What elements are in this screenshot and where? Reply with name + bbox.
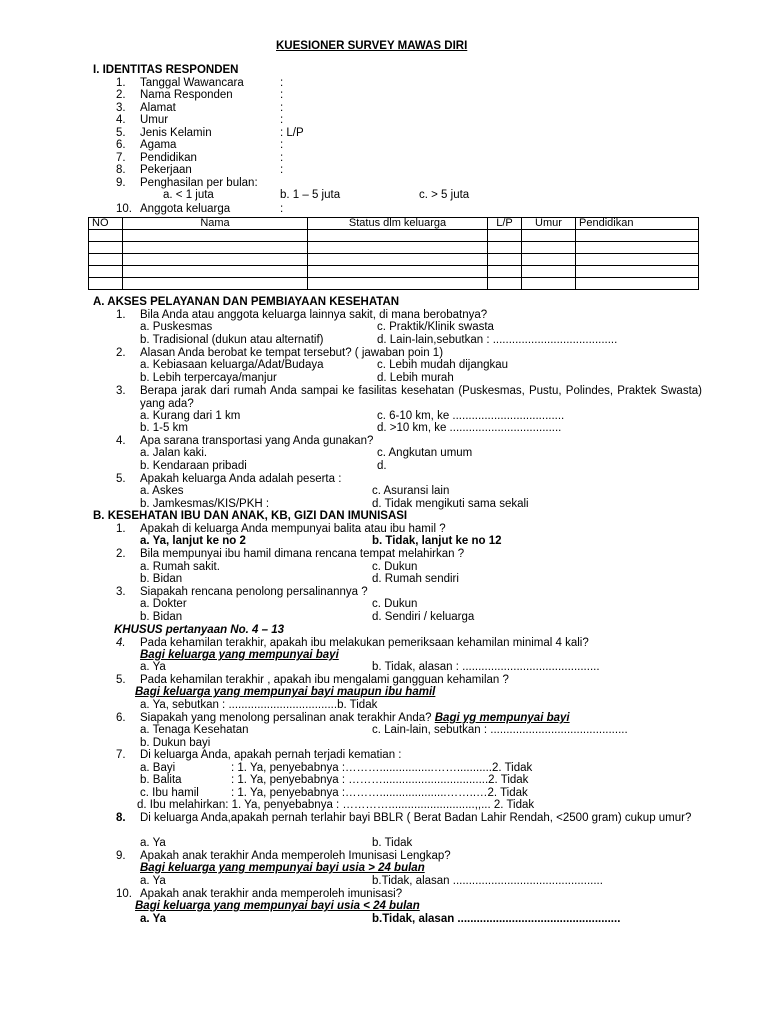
answer-option[interactable]: d. bbox=[377, 460, 387, 472]
table-header-row bbox=[89, 218, 699, 230]
answer-option[interactable]: d. Lain-lain,sebutkan : ....................................... bbox=[377, 334, 618, 346]
answer-option[interactable]: d. Rumah sendiri bbox=[372, 573, 459, 585]
field-number: 3. bbox=[116, 102, 126, 114]
question-text: Pada kehamilan terakhir , apakah ibu mengalami gangguan kehamilan ? bbox=[140, 674, 509, 686]
field-number: 6. bbox=[116, 139, 126, 151]
field-value[interactable]: : bbox=[280, 89, 284, 101]
question-text: Apakah keluarga Anda adalah peserta : bbox=[140, 473, 342, 485]
field-value[interactable]: : bbox=[280, 102, 284, 114]
answer-option[interactable]: b. 1-5 km bbox=[140, 422, 188, 434]
question-note: Bagi keluarga yang mempunyai bayi usia < 24 bulan bbox=[135, 900, 420, 912]
answer-option[interactable]: a. Ya, lanjut ke no 2 bbox=[140, 535, 246, 547]
answer-option[interactable]: a. Rumah sakit. bbox=[140, 561, 220, 573]
question-text: Apakah anak terakhir anda memperoleh imunisasi? bbox=[140, 888, 403, 900]
question-text: Alasan Anda berobat ke tempat tersebut? ( jawaban poin 1) bbox=[140, 347, 444, 359]
question-number: 3. bbox=[116, 385, 126, 397]
field-number: 5. bbox=[116, 127, 126, 139]
table-row[interactable] bbox=[89, 254, 699, 266]
answer-option[interactable]: b. Tidak bbox=[372, 837, 413, 849]
answer-option[interactable]: c. Lebih mudah dijangkau bbox=[377, 359, 509, 371]
death-row-answer[interactable]: : 1. Ya, penyebabnya :……….................……...........2. Tidak bbox=[231, 762, 533, 774]
table-header-cell: NO bbox=[89, 218, 123, 230]
field-label: Anggota keluarga bbox=[140, 203, 231, 215]
table-row[interactable] bbox=[89, 266, 699, 278]
page-title: KUESIONER SURVEY MAWAS DIRI bbox=[276, 40, 468, 52]
question-number: 8. bbox=[116, 812, 126, 824]
section-heading-kia: B. KESEHATAN IBU DAN ANAK, KB, GIZI DAN IMUNISASI bbox=[93, 510, 408, 522]
answer-option[interactable]: a. Kebiasaan keluarga/Adat/Budaya bbox=[140, 359, 324, 371]
answer-option[interactable]: c. Lain-lain, sebutkan : ........................................... bbox=[372, 724, 628, 736]
answer-option[interactable]: b. Bidan bbox=[140, 611, 183, 623]
table-row[interactable] bbox=[89, 230, 699, 242]
field-label: Agama bbox=[140, 139, 177, 151]
question-text: Apakah di keluarga Anda mempunyai balita atau ibu hamil ? bbox=[140, 523, 446, 535]
question-note: Bagi keluarga yang mempunyai bayi bbox=[140, 649, 339, 661]
question-note: Bagi yg mempunyai bayi bbox=[434, 712, 570, 724]
table-header-cell: L/P bbox=[488, 218, 522, 230]
death-row-answer[interactable]: : 1. Ya, penyebabnya : ……….................................2. Tidak bbox=[231, 774, 529, 786]
answer-option[interactable]: a. Jalan kaki. bbox=[140, 447, 208, 459]
answer-option[interactable]: a. Ya bbox=[140, 913, 167, 925]
death-row-answer[interactable]: : 1. Ya, penyebabnya :……….....................……..…2. Tidak bbox=[231, 787, 528, 799]
answer-option[interactable]: b. Bidan bbox=[140, 573, 183, 585]
table-header-cell: Status dlm keluarga bbox=[308, 218, 488, 230]
answer-option[interactable]: a. Ya bbox=[140, 875, 166, 887]
question-number: 1. bbox=[116, 309, 126, 321]
question-number: 2. bbox=[116, 548, 126, 560]
question-text: Bila mempunyai ibu hamil dimana rencana tempat melahirkan ? bbox=[140, 548, 465, 560]
table-header-cell: Pendidikan bbox=[576, 218, 699, 230]
field-value[interactable]: : bbox=[280, 203, 284, 215]
answer-option[interactable]: a. Ya bbox=[140, 661, 166, 673]
answer-option[interactable]: c. Dukun bbox=[372, 598, 418, 610]
question-note: Bagi keluarga yang mempunyai bayi usia > 24 bulan bbox=[140, 862, 425, 874]
field-value[interactable]: : bbox=[280, 152, 284, 164]
question-text: Apakah anak terakhir Anda memperoleh Imunisasi Lengkap? bbox=[140, 850, 451, 862]
field-label: Penghasilan per bulan: bbox=[140, 177, 258, 189]
question-number: 2. bbox=[116, 347, 126, 359]
field-value[interactable]: : bbox=[280, 139, 284, 151]
answer-option[interactable]: b. Dukun bayi bbox=[140, 737, 211, 749]
answer-option[interactable]: a. Ya bbox=[140, 837, 166, 849]
income-option[interactable]: a. < 1 juta bbox=[163, 189, 214, 201]
answer-option[interactable]: c. Angkutan umum bbox=[377, 447, 473, 459]
table-row[interactable] bbox=[89, 242, 699, 254]
field-label: Nama Responden bbox=[140, 89, 233, 101]
field-number: 2. bbox=[116, 89, 126, 101]
answer-option[interactable]: b. Lebih terpercaya/manjur bbox=[140, 372, 277, 384]
question-number: 9. bbox=[116, 850, 126, 862]
death-row-label: c. Ibu hamil bbox=[140, 787, 199, 799]
question-number: 5. bbox=[116, 674, 126, 686]
answer-option[interactable]: a. Ya, sebutkan : ..................................b. Tidak bbox=[140, 699, 378, 711]
table-header-cell: Umur bbox=[522, 218, 576, 230]
answer-option[interactable]: c. Praktik/Klinik swasta bbox=[377, 321, 494, 333]
answer-option[interactable]: c. 6-10 km, ke ................................... bbox=[377, 410, 565, 422]
answer-option[interactable]: b. Tidak, alasan : ........................................... bbox=[372, 661, 600, 673]
question-text: Di keluarga Anda, apakah pernah terjadi kematian : bbox=[140, 749, 402, 761]
field-label: Pekerjaan bbox=[140, 164, 192, 176]
answer-option[interactable]: c. Asuransi lain bbox=[372, 485, 450, 497]
special-note: KHUSUS pertanyaan No. 4 – 13 bbox=[114, 624, 285, 636]
field-value[interactable]: : bbox=[280, 164, 284, 176]
income-option[interactable]: b. 1 – 5 juta bbox=[280, 189, 341, 201]
question-text: Bila Anda atau anggota keluarga lainnya sakit, di mana berobatnya? bbox=[140, 309, 488, 321]
question-number: 7. bbox=[116, 749, 126, 761]
field-label: Tanggal Wawancara bbox=[140, 77, 244, 89]
field-number: 8. bbox=[116, 164, 126, 176]
question-number: 5. bbox=[116, 473, 126, 485]
answer-option[interactable]: b. Jamkesmas/KIS/PKH : bbox=[140, 498, 270, 510]
field-value[interactable]: : L/P bbox=[280, 127, 304, 139]
question-number: 6. bbox=[116, 712, 126, 724]
section-heading-akses: A. AKSES PELAYANAN DAN PEMBIAYAAN KESEHATAN bbox=[93, 296, 400, 308]
question-text: Apa sarana transportasi yang Anda gunakan? bbox=[140, 435, 374, 447]
answer-option[interactable]: a. Askes bbox=[140, 485, 184, 497]
family-table bbox=[88, 217, 699, 290]
field-label: Jenis Kelamin bbox=[140, 127, 212, 139]
answer-option[interactable]: d. Sendiri / keluarga bbox=[372, 611, 475, 623]
question-note: Bagi keluarga yang mempunyai bayi maupun ibu hamil bbox=[135, 686, 436, 698]
death-row-answer[interactable]: d. Ibu melahirkan: 1. Ya, penyebabnya : …………...........................,,... 2. Tidak bbox=[137, 799, 535, 811]
field-number: 1. bbox=[116, 77, 126, 89]
death-row-label: b. Balita bbox=[140, 774, 182, 786]
question-text: Pada kehamilan terakhir, apakah ibu melakukan pemeriksaan kehamilan minimal 4 kali? bbox=[140, 637, 589, 649]
field-number: 10. bbox=[116, 203, 132, 215]
question-number: 3. bbox=[116, 586, 126, 598]
question-text: Siapakah rencana penolong persalinannya ? bbox=[140, 586, 368, 598]
answer-option[interactable]: d. Tidak mengikuti sama sekali bbox=[372, 498, 529, 510]
answer-option[interactable]: b.Tidak, alasan ................................................... bbox=[372, 913, 621, 925]
field-value[interactable]: : bbox=[280, 77, 284, 89]
table-header-cell: Nama bbox=[123, 218, 308, 230]
field-number: 7. bbox=[116, 152, 126, 164]
income-option[interactable]: c. > 5 juta bbox=[419, 189, 470, 201]
question-text: Di keluarga Anda,apakah pernah terlahir bayi BBLR ( Berat Badan Lahir Rendah, <2500 gram) cukup umur? bbox=[140, 812, 692, 824]
section-heading-identitas: I. IDENTITAS RESPONDEN bbox=[93, 64, 239, 76]
question-text: Berapa jarak dari rumah Anda sampai ke fasilitas kesehatan (Puskesmas, Pustu, Polindes, Praktek Swasta) yang ada? bbox=[140, 385, 702, 410]
field-label: Alamat bbox=[140, 102, 176, 114]
death-row-label: a. Bayi bbox=[140, 762, 176, 774]
answer-option[interactable]: d. >10 km, ke ................................... bbox=[377, 422, 562, 434]
answer-option[interactable]: a. Kurang dari 1 km bbox=[140, 410, 241, 422]
answer-option[interactable]: b.Tidak, alasan ............................................... bbox=[372, 875, 603, 887]
answer-option[interactable]: b. Tidak, lanjut ke no 12 bbox=[372, 535, 502, 547]
field-number: 4. bbox=[116, 114, 126, 126]
question-number: 4. bbox=[116, 637, 126, 649]
field-value[interactable]: : bbox=[280, 114, 284, 126]
question-text-main: Siapakah yang menolong persalinan anak terakhir Anda? bbox=[140, 712, 432, 724]
answer-option[interactable]: a. Dokter bbox=[140, 598, 187, 610]
answer-option[interactable]: c. Dukun bbox=[372, 561, 418, 573]
answer-option[interactable]: d. Lebih murah bbox=[377, 372, 454, 384]
table-row[interactable] bbox=[89, 278, 699, 290]
field-label: Pendidikan bbox=[140, 152, 197, 164]
question-number: 1. bbox=[116, 523, 126, 535]
question-number: 4. bbox=[116, 435, 126, 447]
answer-option[interactable]: a. Puskesmas bbox=[140, 321, 213, 333]
answer-option[interactable]: a. Tenaga Kesehatan bbox=[140, 724, 249, 736]
answer-option[interactable]: b. Tradisional (dukun atau alternatif) bbox=[140, 334, 324, 346]
field-label: Umur bbox=[140, 114, 169, 126]
field-number: 9. bbox=[116, 177, 126, 189]
answer-option[interactable]: b. Kendaraan pribadi bbox=[140, 460, 247, 472]
question-number: 10. bbox=[116, 888, 132, 900]
